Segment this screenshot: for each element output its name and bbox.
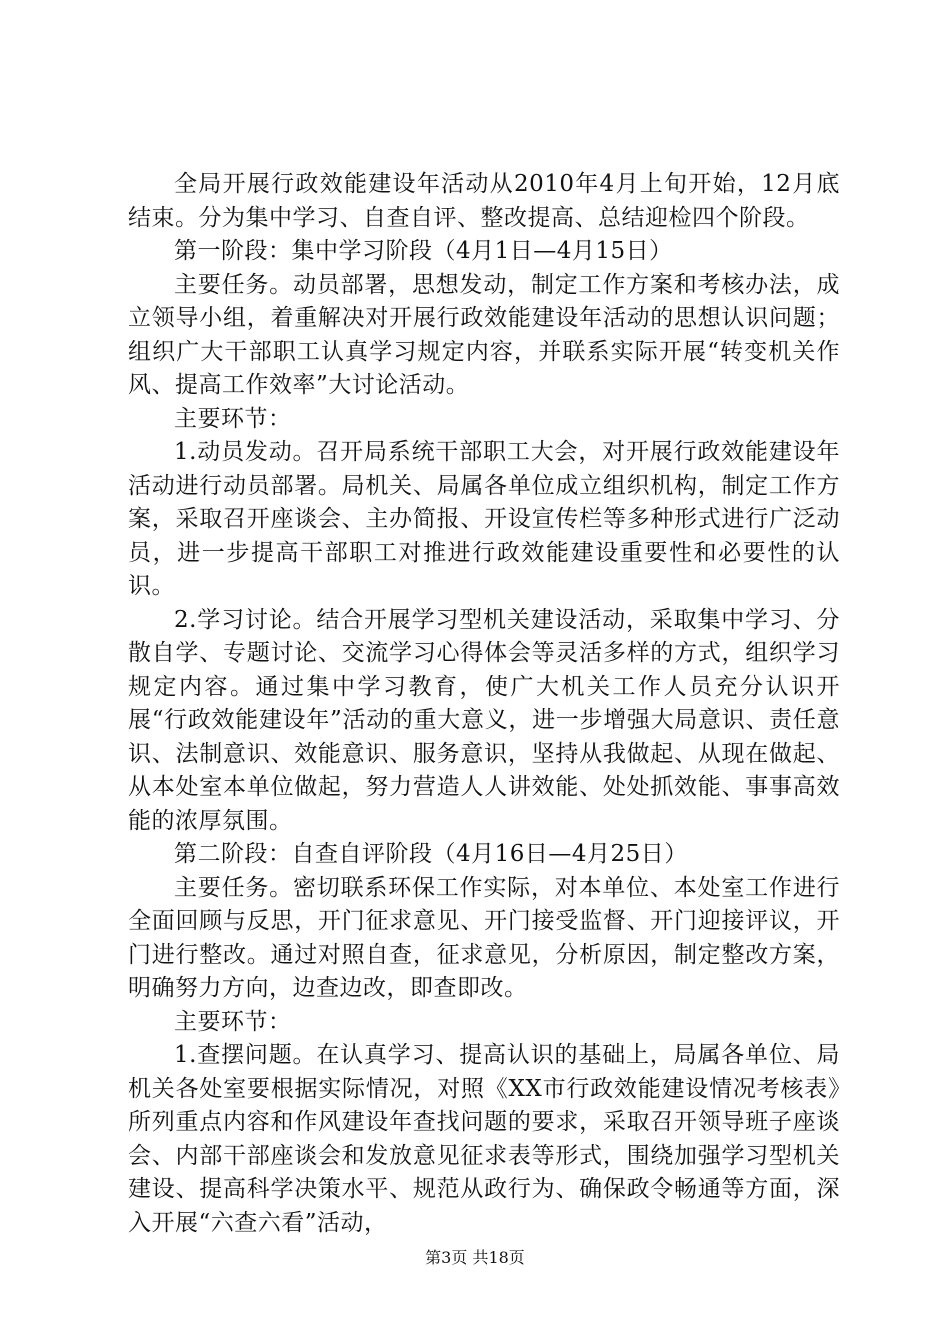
paragraph-problem-finding: 1.查摆问题。在认真学习、提高认识的基础上，局属各单位、局机关各处室要根据实际情况，对照《XX市行政效能建设情况考核表》所列重点内容和作风建设年查找问题的要求，采取召开领导班子座谈会、内部干部座谈会和发放意见征求表等形式，围绕加强学习型机关建设、提高科学决策水平、规范从政行为、确保政令畅通等方面，深入开展“六查六看”活动， bbox=[128, 1042, 840, 1236]
paragraph-study-discussion: 2.学习讨论。结合开展学习型机关建设活动，采取集中学习、分散自学、专题讨论、交流学习心得体会等灵活多样的方式，组织学习规定内容。通过集中学习教育，使广大机关工作人员充分认识开展“行政效能建设年”活动的重大意义，进一步增强大局意识、责任意识、法制意识、效能意识、服务意识，坚持从我做起、从现在做起、从本处室本单位做起，努力营造人人讲效能、处处抓效能、事事高效能的浓厚氛围。 bbox=[128, 606, 840, 834]
paragraph-mobilization: 1.动员发动。召开局系统干部职工大会，对开展行政效能建设年活动进行动员部署。局机关、局属各单位成立组织机构，制定工作方案，采取召开座谈会、主办简报、开设宣传栏等多种形式进行广泛动员，进一步提高干部职工对推进行政效能建设重要性和必要性的认识。 bbox=[128, 439, 840, 599]
page-footer bbox=[0, 1248, 950, 1268]
paragraph-stage-two-tasks: 主要任务。密切联系环保工作实际，对本单位、本处室工作进行全面回顾与反思，开门征求意见、开门接受监督、开门迎接评议，开门进行整改。通过对照自查，征求意见，分析原因，制定整改方案，明确努力方向，边查边改，即查即改。 bbox=[128, 874, 840, 1001]
heading-stage-two: 第二阶段：自查自评阶段（4月16日—4月25日） bbox=[174, 841, 688, 867]
paragraph-stage-one-tasks: 主要任务。动员部署，思想发动，制定工作方案和考核办法，成立领导小组，着重解决对开展行政效能建设年活动的思想认识问题；组织广大干部职工认真学习规定内容，并联系实际开展“转变机关作风、提高工作效率”大讨论活动。 bbox=[128, 271, 840, 398]
subheading-stage-one-steps: 主要环节： bbox=[174, 405, 292, 432]
subheading-stage-two-steps: 主要环节： bbox=[174, 1008, 292, 1035]
paragraph-schedule-overview: 全局开展行政效能建设年活动从2010年4月上旬开始，12月底结束。分为集中学习、自查自评、整改提高、总结迎检四个阶段。 bbox=[128, 171, 840, 231]
page-number: 第3页 共18页 bbox=[425, 1248, 525, 1267]
heading-stage-one: 第一阶段：集中学习阶段（4月1日—4月15日） bbox=[174, 238, 673, 264]
document-body bbox=[128, 168, 840, 1240]
